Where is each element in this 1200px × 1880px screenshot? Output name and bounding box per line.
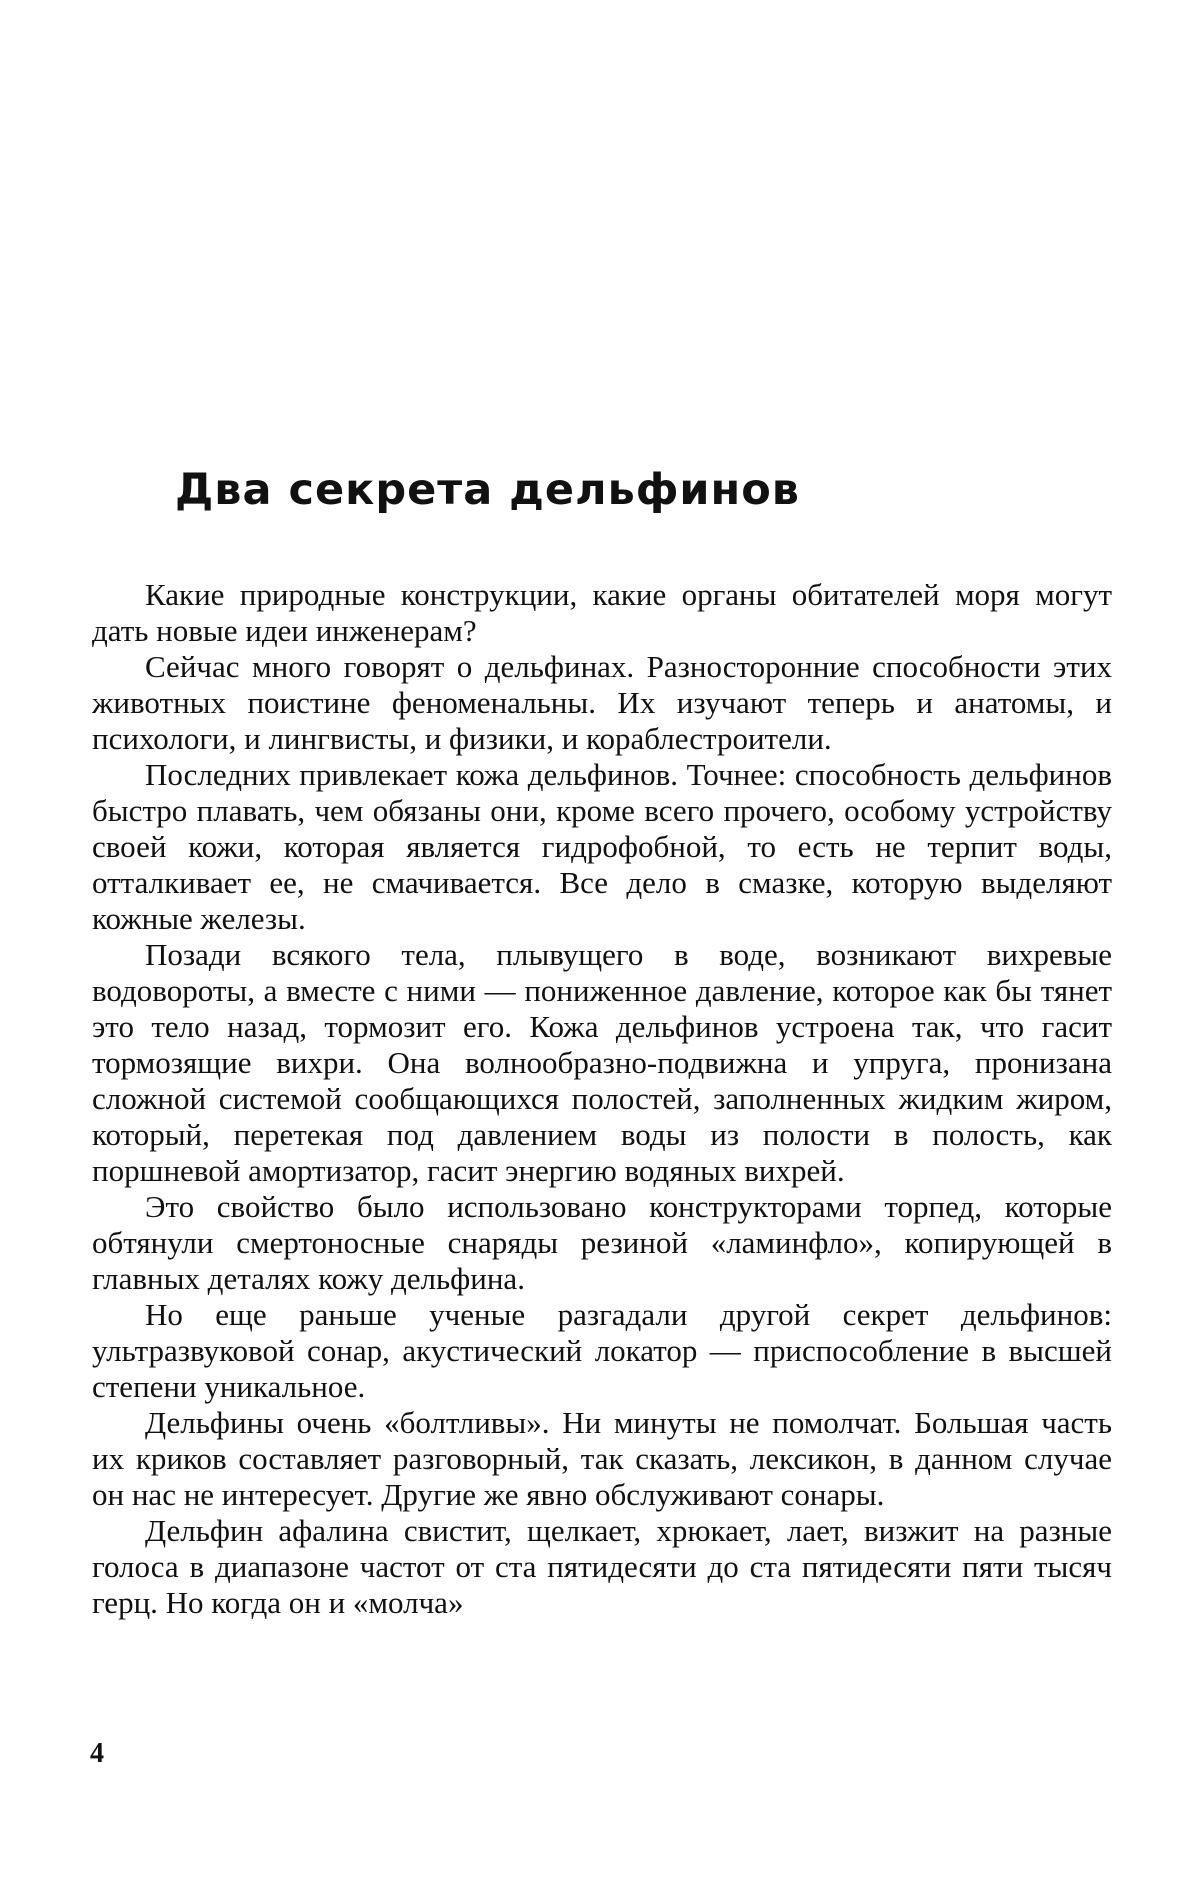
- paragraph: Какие природные конструкции, какие органы обитателей моря могут дать новые идеи инженерам?: [92, 577, 1112, 648]
- page-number: 4: [90, 1738, 104, 1769]
- paragraph: Позади всякого тела, плывущего в воде, возникают вихревые водовороты, а вместе с ними — пониженное давление, которое как бы тянет это тело назад, тормозит его. Кожа дельфинов устроена так, что гасит тормозящие вихри. Она волнообразно-подвижна и упруга, пронизана сложной системой сообщающихся полостей, заполненных жидким жиром, который, перетекая под давлением воды из полости в полость, как поршневой амортизатор, гасит энергию водяных вихрей.: [92, 937, 1112, 1188]
- paragraph: Дельфины очень «болтливы». Ни минуты не помолчат. Большая часть их криков составляет разговорный, так сказать, лексикон, в данном случае он нас не интересует. Другие же явно обслуживают сонары.: [92, 1405, 1112, 1512]
- paragraph: Но еще раньше ученые разгадали другой секрет дельфинов: ультразвуковой сонар, акустический локатор — приспособление в высшей степени уникальное.: [92, 1297, 1112, 1404]
- paragraph: Дельфин афалина свистит, щелкает, хрюкает, лает, визжит на разные голоса в диапазоне частот от ста пятидесяти до ста пятидесяти пяти тысяч герц. Но когда он и «молча»: [92, 1513, 1112, 1620]
- body-text: [92, 577, 1112, 1621]
- paragraph: Сейчас много говорят о дельфинах. Разносторонние способности этих животных поистине феноменальны. Их изучают теперь и анатомы, и психологи, и лингвисты, и физики, и кораблестроители.: [92, 649, 1112, 756]
- paragraph: Последних привлекает кожа дельфинов. Точнее: способность дельфинов быстро плавать, чем обязаны они, кроме всего прочего, особому устройству своей кожи, которая является гидрофобной, то есть не терпит воды, отталкивает ее, не смачивается. Все дело в смазке, которую выделяют кожные железы.: [92, 757, 1112, 936]
- paragraph: Это свойство было использовано конструкторами торпед, которые обтянули смертоносные снаряды резиной «ламинфло», копирующей в главных деталях кожу дельфина.: [92, 1189, 1112, 1296]
- chapter-title: Два секрета дельфинов: [175, 465, 801, 515]
